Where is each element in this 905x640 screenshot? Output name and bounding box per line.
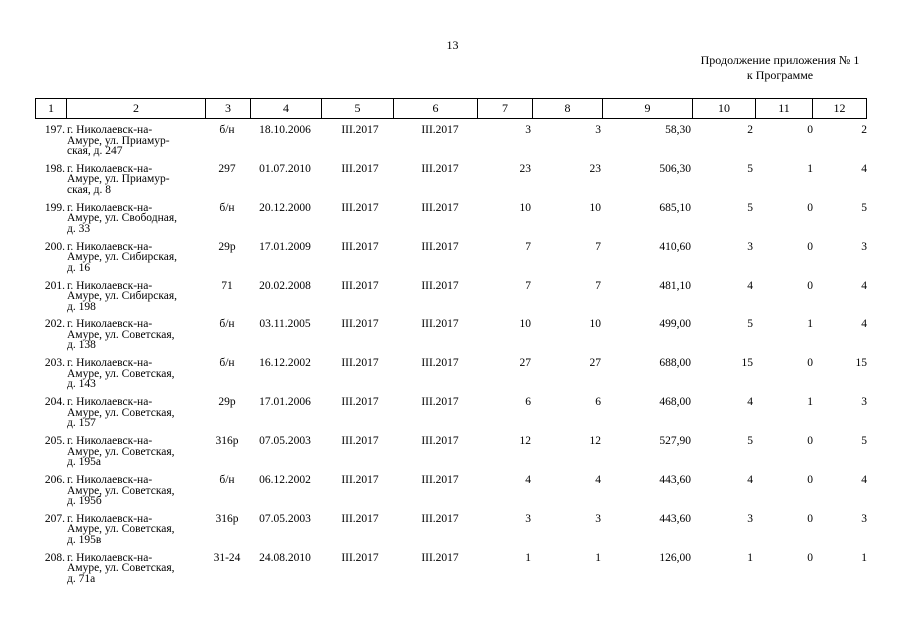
table-row [35, 358, 875, 397]
table-row [35, 436, 875, 475]
period-start: III.2017 [341, 512, 379, 525]
row-number: 203. [44, 357, 65, 370]
row-number: 206. [44, 474, 65, 487]
col-10-value: 15 [741, 357, 753, 370]
period-start: III.2017 [341, 201, 379, 214]
col-11-value: 0 [807, 512, 813, 525]
col-11-value: 0 [807, 551, 813, 564]
date: 20.12.2000 [259, 201, 311, 214]
doc-number: 71 [221, 279, 233, 292]
doc-number: б/н [219, 357, 235, 370]
address: г. Николаевск-на- Амуре, ул. Советская, д. 157 [67, 396, 175, 430]
col-12-value: 15 [855, 357, 867, 370]
col-10-value: 5 [747, 318, 753, 331]
period-end: III.2017 [421, 201, 459, 214]
col-10-value: 1 [747, 551, 753, 564]
header-cell-4: 4 [251, 99, 322, 118]
col-8-value: 23 [589, 162, 601, 175]
period-start: III.2017 [341, 124, 379, 136]
row-number: 198. [44, 162, 65, 175]
table-row [35, 125, 875, 164]
col-7-value: 27 [519, 357, 531, 370]
period-start: III.2017 [341, 551, 379, 564]
col-11-value: 0 [807, 201, 813, 214]
area-value: 499,00 [659, 318, 691, 331]
row-number: 205. [44, 435, 65, 448]
area-value: 527,90 [659, 435, 691, 448]
address: г. Николаевск-на- Амуре, ул. Сибирская, д. 198 [67, 279, 178, 313]
doc-number: 29р [218, 240, 236, 253]
continuation-line-1: Продолжение приложения № 1 [700, 53, 860, 67]
col-7-value: 7 [525, 240, 531, 253]
doc-number: 316р [215, 435, 239, 448]
row-number: 197. [44, 124, 65, 136]
col-11-value: 0 [807, 279, 813, 292]
col-12-value: 5 [861, 435, 867, 448]
period-end: III.2017 [421, 474, 459, 487]
table-body [35, 125, 875, 592]
doc-number: б/н [219, 201, 235, 214]
period-end: III.2017 [421, 124, 459, 136]
area-value: 468,00 [659, 396, 691, 409]
col-12-value: 2 [861, 124, 867, 136]
col-12-value: 5 [861, 201, 867, 214]
header-cell-7: 7 [478, 99, 533, 118]
area-value: 688,00 [659, 357, 691, 370]
col-11-value: 0 [807, 357, 813, 370]
col-12-value: 3 [861, 240, 867, 253]
table-row [35, 553, 875, 592]
doc-number: 31-24 [213, 551, 241, 564]
row-number: 207. [44, 512, 65, 525]
date: 16.12.2002 [259, 357, 311, 370]
period-end: III.2017 [421, 162, 459, 175]
period-start: III.2017 [341, 162, 379, 175]
table-row [35, 203, 875, 242]
col-12-value: 4 [861, 279, 867, 292]
col-10-value: 4 [747, 396, 753, 409]
col-11-value: 0 [807, 435, 813, 448]
table-header-row [35, 98, 867, 119]
address: г. Николаевск-на- Амуре, ул. Советская, д. 138 [67, 318, 175, 352]
period-end: III.2017 [421, 357, 459, 370]
header-cell-11: 11 [756, 99, 813, 118]
col-8-value: 1 [595, 551, 601, 564]
date: 06.12.2002 [259, 474, 311, 487]
date: 18.10.2006 [259, 124, 311, 136]
period-start: III.2017 [341, 240, 379, 253]
date: 20.02.2008 [259, 279, 311, 292]
address: г. Николаевск-на- Амуре, ул. Свободная, д. 33 [67, 201, 177, 235]
address: г. Николаевск-на- Амуре, ул. Советская, д. 195б [67, 474, 175, 508]
header-cell-12: 12 [813, 99, 867, 118]
col-8-value: 10 [589, 201, 601, 214]
period-end: III.2017 [421, 551, 459, 564]
address: г. Николаевск-на- Амуре, ул. Сибирская, д. 16 [67, 240, 178, 274]
table-row [35, 281, 875, 320]
col-7-value: 10 [519, 318, 531, 331]
date: 17.01.2009 [259, 240, 311, 253]
period-start: III.2017 [341, 357, 379, 370]
period-end: III.2017 [421, 396, 459, 409]
area-value: 58,30 [665, 124, 691, 136]
col-11-value: 1 [807, 162, 813, 175]
col-10-value: 4 [747, 474, 753, 487]
col-7-value: 1 [525, 551, 531, 564]
table-row [35, 242, 875, 281]
table-row [35, 397, 875, 436]
col-12-value: 4 [861, 162, 867, 175]
col-12-value: 3 [861, 512, 867, 525]
col-7-value: 6 [525, 396, 531, 409]
col-12-value: 4 [861, 474, 867, 487]
col-7-value: 23 [519, 162, 531, 175]
area-value: 685,10 [659, 201, 691, 214]
row-number: 200. [44, 240, 65, 253]
col-8-value: 12 [589, 435, 601, 448]
col-7-value: 4 [525, 474, 531, 487]
col-10-value: 5 [747, 201, 753, 214]
doc-number: б/н [219, 318, 235, 331]
col-8-value: 7 [595, 240, 601, 253]
area-value: 443,60 [659, 512, 691, 525]
col-8-value: 10 [589, 318, 601, 331]
header-cell-5: 5 [322, 99, 394, 118]
date: 07.05.2003 [259, 435, 311, 448]
col-12-value: 4 [861, 318, 867, 331]
col-8-value: 3 [595, 124, 601, 136]
col-7-value: 7 [525, 279, 531, 292]
doc-number: б/н [219, 124, 235, 136]
col-10-value: 4 [747, 279, 753, 292]
period-end: III.2017 [421, 435, 459, 448]
date: 17.01.2006 [259, 396, 311, 409]
col-7-value: 12 [519, 435, 531, 448]
period-start: III.2017 [341, 396, 379, 409]
period-start: III.2017 [341, 435, 379, 448]
row-number: 202. [44, 318, 65, 331]
header-cell-2: 2 [67, 99, 206, 118]
col-7-value: 10 [519, 201, 531, 214]
period-start: III.2017 [341, 279, 379, 292]
table-row [35, 319, 875, 358]
address: г. Николаевск-на- Амуре, ул. Советская, д. 71а [67, 551, 175, 585]
date: 07.05.2003 [259, 512, 311, 525]
address: г. Николаевск-на- Амуре, ул. Приамур- ская, д. 8 [67, 162, 170, 196]
col-11-value: 0 [807, 124, 813, 136]
col-11-value: 1 [807, 318, 813, 331]
address: г. Николаевск-на- Амуре, ул. Приамур- ская, д. 247 [67, 124, 170, 157]
header-cell-1: 1 [36, 99, 67, 118]
area-value: 410,60 [659, 240, 691, 253]
page-number: 13 [446, 38, 459, 52]
date: 24.08.2010 [259, 551, 311, 564]
address: г. Николаевск-на- Амуре, ул. Советская, д. 143 [67, 357, 175, 391]
col-12-value: 1 [861, 551, 867, 564]
area-value: 443,60 [659, 474, 691, 487]
date: 01.07.2010 [259, 162, 311, 175]
doc-number: 297 [218, 162, 236, 175]
header-cell-9: 9 [603, 99, 693, 118]
period-start: III.2017 [341, 318, 379, 331]
col-8-value: 7 [595, 279, 601, 292]
header-cell-3: 3 [206, 99, 251, 118]
row-number: 199. [44, 201, 65, 214]
col-11-value: 0 [807, 474, 813, 487]
address: г. Николаевск-на- Амуре, ул. Советская, д. 195а [67, 435, 175, 469]
header-cell-6: 6 [394, 99, 478, 118]
area-value: 481,10 [659, 279, 691, 292]
col-8-value: 27 [589, 357, 601, 370]
table-row [35, 514, 875, 553]
address: г. Николаевск-на- Амуре, ул. Советская, д. 195в [67, 512, 175, 546]
continuation-line-2: к Программе [746, 68, 814, 82]
col-12-value: 3 [861, 396, 867, 409]
col-10-value: 5 [747, 435, 753, 448]
doc-number: б/н [219, 474, 235, 487]
col-10-value: 3 [747, 240, 753, 253]
col-7-value: 3 [525, 512, 531, 525]
col-10-value: 5 [747, 162, 753, 175]
doc-number: 316р [215, 512, 239, 525]
continuation-note [640, 53, 905, 83]
row-number: 204. [44, 396, 65, 409]
period-end: III.2017 [421, 279, 459, 292]
col-8-value: 4 [595, 474, 601, 487]
period-end: III.2017 [421, 240, 459, 253]
table-row [35, 475, 875, 514]
col-10-value: 2 [747, 124, 753, 136]
row-number: 201. [44, 279, 65, 292]
period-end: III.2017 [421, 512, 459, 525]
col-10-value: 3 [747, 512, 753, 525]
col-8-value: 6 [595, 396, 601, 409]
header-cell-8: 8 [533, 99, 603, 118]
row-number: 208. [44, 551, 65, 564]
table-row [35, 164, 875, 203]
col-8-value: 3 [595, 512, 601, 525]
col-11-value: 0 [807, 240, 813, 253]
col-11-value: 1 [807, 396, 813, 409]
area-value: 126,00 [659, 551, 691, 564]
doc-number: 29р [218, 396, 236, 409]
area-value: 506,30 [659, 162, 691, 175]
date: 03.11.2005 [259, 318, 311, 331]
period-start: III.2017 [341, 474, 379, 487]
col-7-value: 3 [525, 124, 531, 136]
period-end: III.2017 [421, 318, 459, 331]
header-cell-10: 10 [693, 99, 756, 118]
